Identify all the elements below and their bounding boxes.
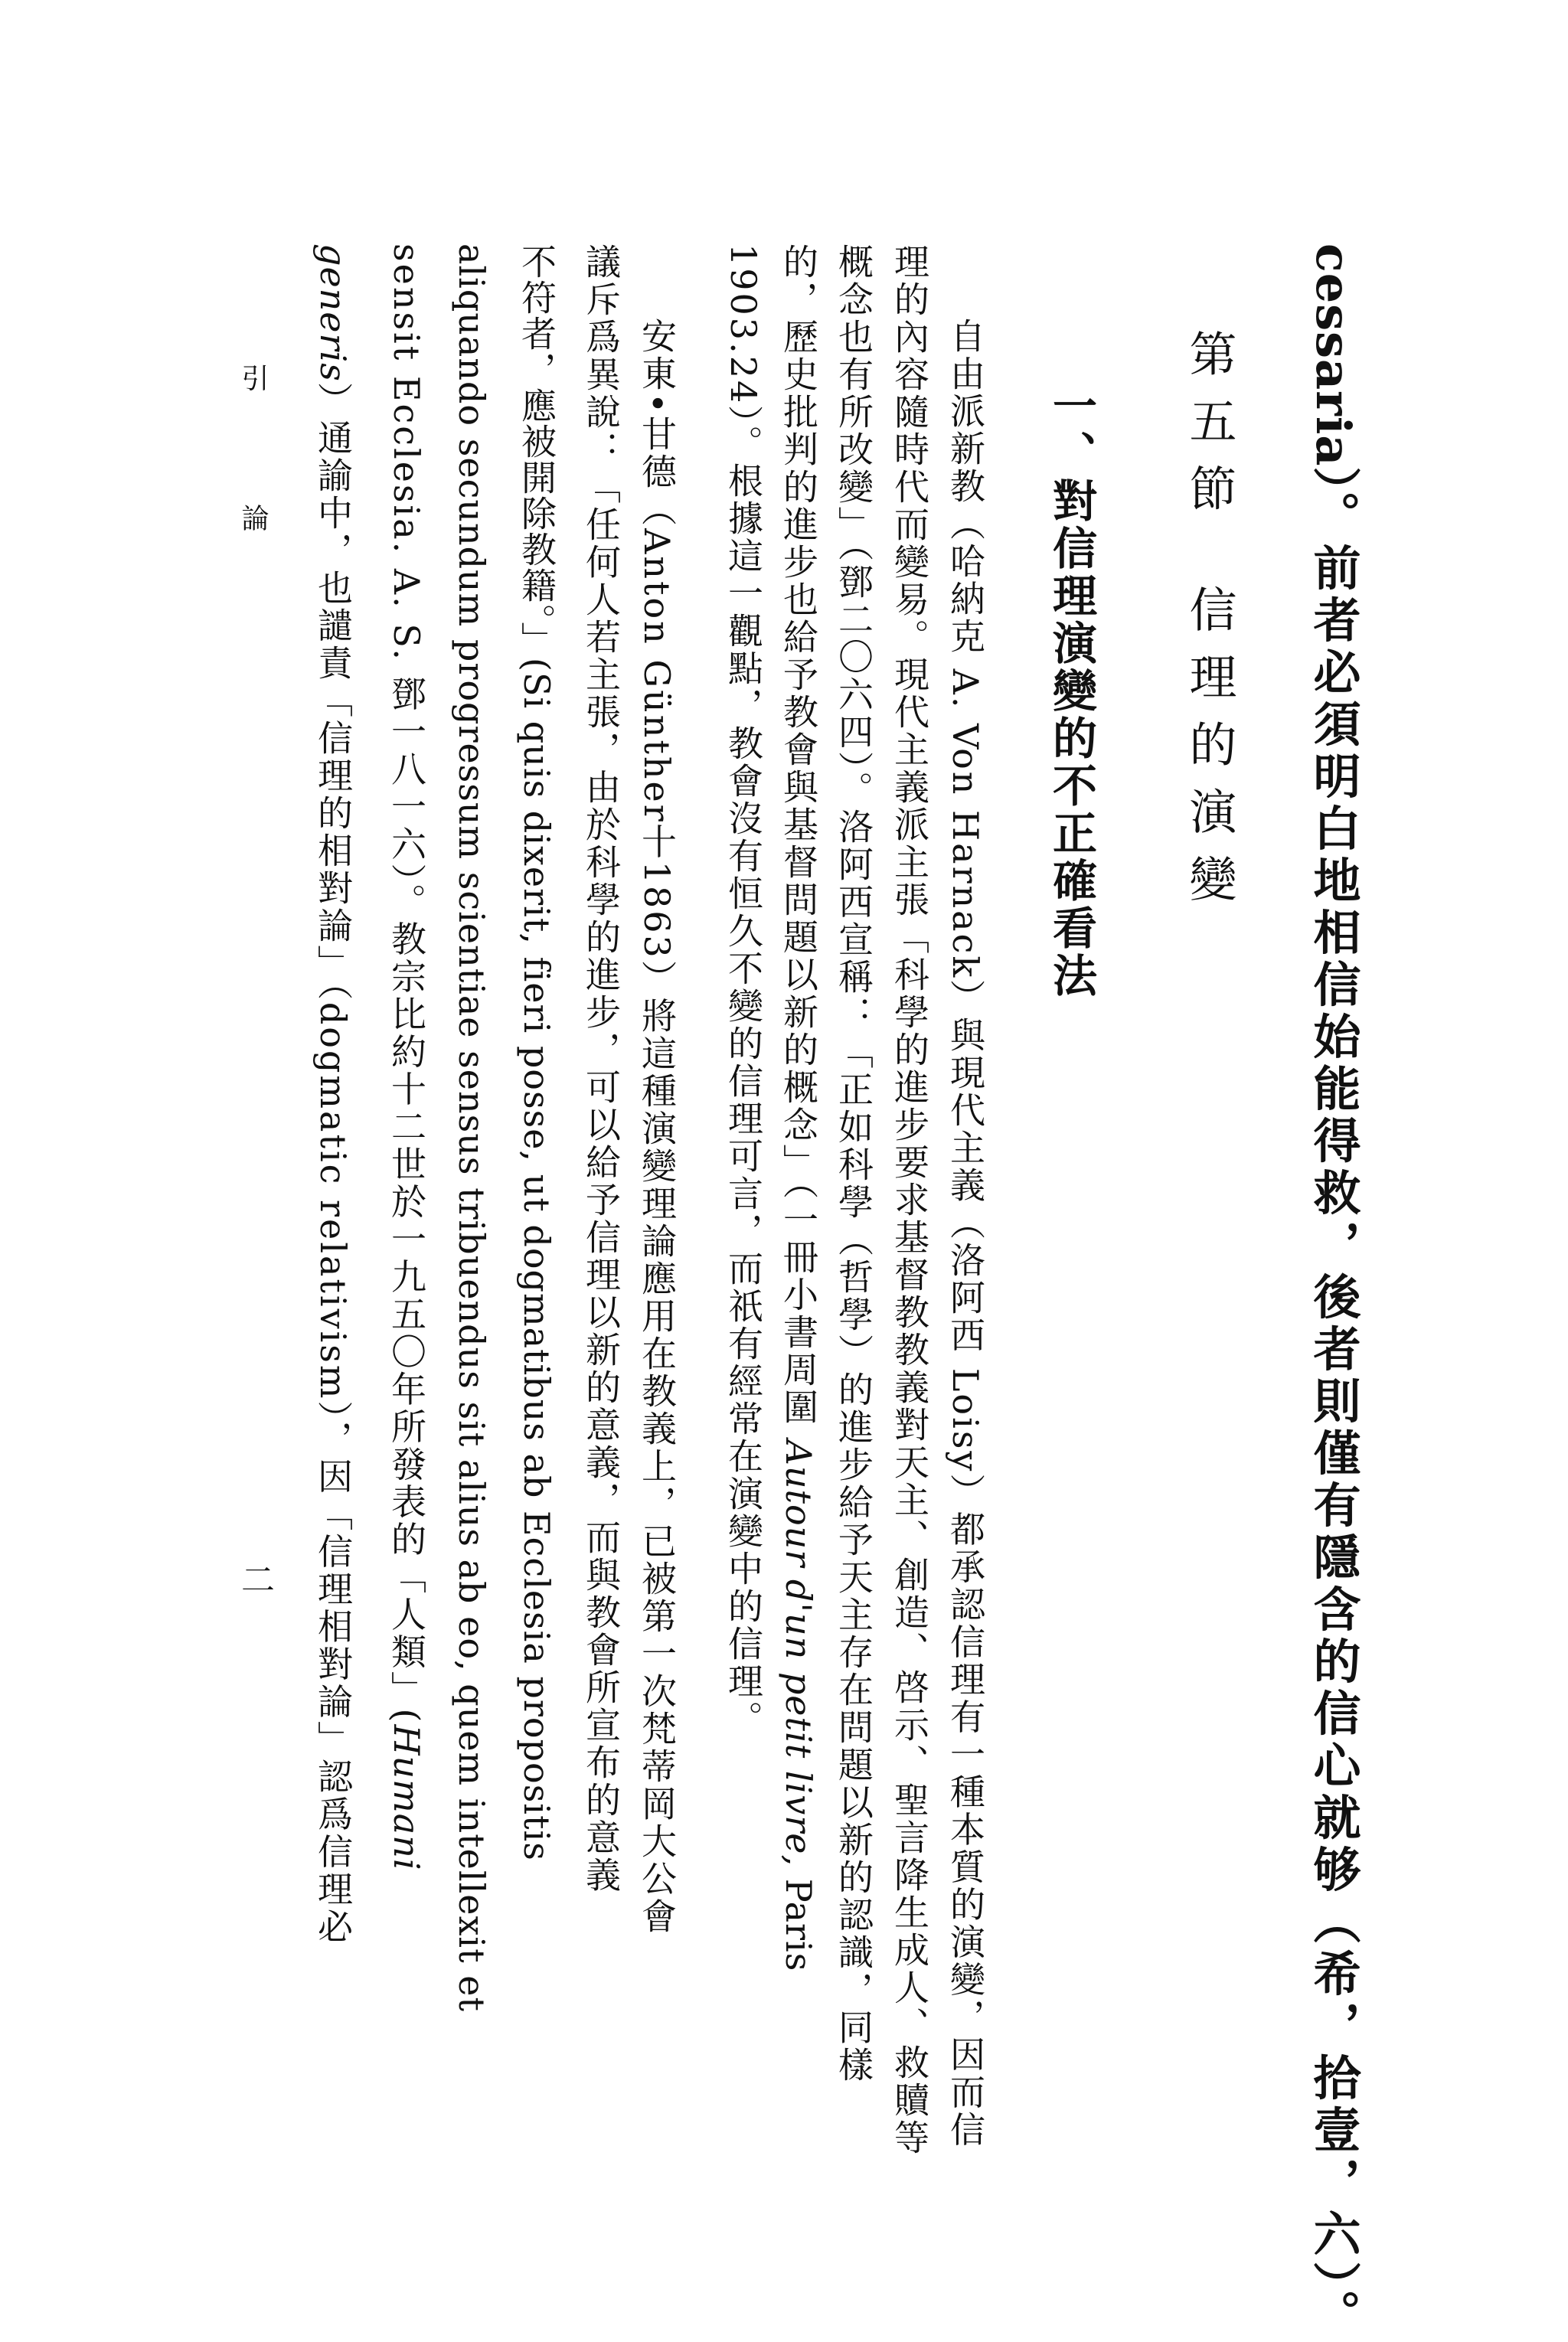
continuation-latin: cessaria） bbox=[1305, 243, 1361, 492]
continuation-text: 。前者必須明白地相信始能得救，後者則僅有隱含的信心就够（希，拾壹，六）。 bbox=[1305, 491, 1361, 2342]
paragraph1-line4 bbox=[778, 243, 819, 1972]
paragraph1-line2: 理的內容隨時代而變易。現代主義派主張「科學的進步要求基督教教義對天主、創造、啓示、聖言降生成人、救贖等 bbox=[889, 243, 930, 2157]
paragraph1-line5: 1903.24）。根據這一觀點，教會沒有恒久不變的信理可言，而祇有經常在演變中的信理。 bbox=[723, 243, 764, 1739]
paragraph2-line1: 安東•甘德（Anton Günther十1863）將這種演變理論應用在教義上，已被第一次梵蒂岡大公會 bbox=[636, 318, 678, 1935]
page-number: 二 bbox=[235, 1562, 274, 1597]
section-number: 第五節 bbox=[1181, 329, 1237, 531]
continuation-line bbox=[1305, 243, 1361, 2342]
subsection-heading: 一、對信理演變的不正確看法 bbox=[1045, 383, 1097, 1000]
book-place: Paris bbox=[778, 1867, 819, 1972]
paragraph1-line3: 概念也有所改變」（鄧二〇六四）。洛阿西宣稱：「正如科學（哲學）的進步給予天主存在問題以新的認識，同樣 bbox=[833, 243, 874, 2084]
section-title bbox=[1181, 329, 1237, 922]
paragraph2-line6 bbox=[312, 243, 354, 1946]
section-name: 信理的演變 bbox=[1181, 585, 1237, 922]
paragraph2-line4: aliquando secundum progressum scientiae sensus tribuendus sit alius ab eo, quem intellexit et bbox=[451, 243, 492, 2012]
running-title-char1: 引 bbox=[237, 364, 269, 393]
paragraph2-line5 bbox=[386, 243, 427, 1871]
paragraph2-line5-text: sensit Ecclesia. A. S. 鄧一八一六）。教宗比約十二世於一九五〇年所發表的「人類」( bbox=[386, 243, 427, 1725]
paragraph2-line6-text: ）通諭中，也譴責「信理的相對論」（dogmatic relativism），因「信理相對論」認爲信理必 bbox=[312, 381, 354, 1946]
paragraph1-line4-text: 的，歷史批判的進步也給予教會與基督問題以新的概念」（一冊小書周圍 bbox=[778, 243, 819, 1426]
paragraph2-line2: 議斥爲異說：「任何人若主張，由於科學的進步，可以給予信理以新的意義，而與教會所宣布的意義 bbox=[580, 243, 622, 1894]
paragraph2-line3: 不符者，應被開除教籍。」(Si quis dixerit, fieri posse, ut dogmatibus ab Ecclesia propositis bbox=[516, 243, 557, 1861]
book-title: Autour d'un petit livre, bbox=[778, 1439, 819, 1867]
encyclical-title-part2: generis bbox=[312, 243, 354, 382]
running-title-char2: 論 bbox=[237, 504, 269, 533]
paragraph1-line1: 自由派新教（哈納克 A. Von Harnack）與現代主義（洛阿西 Loisy）都承認信理有一種本質的演變，因而信 bbox=[945, 318, 986, 2149]
encyclical-title-part1: Humani bbox=[386, 1724, 427, 1871]
